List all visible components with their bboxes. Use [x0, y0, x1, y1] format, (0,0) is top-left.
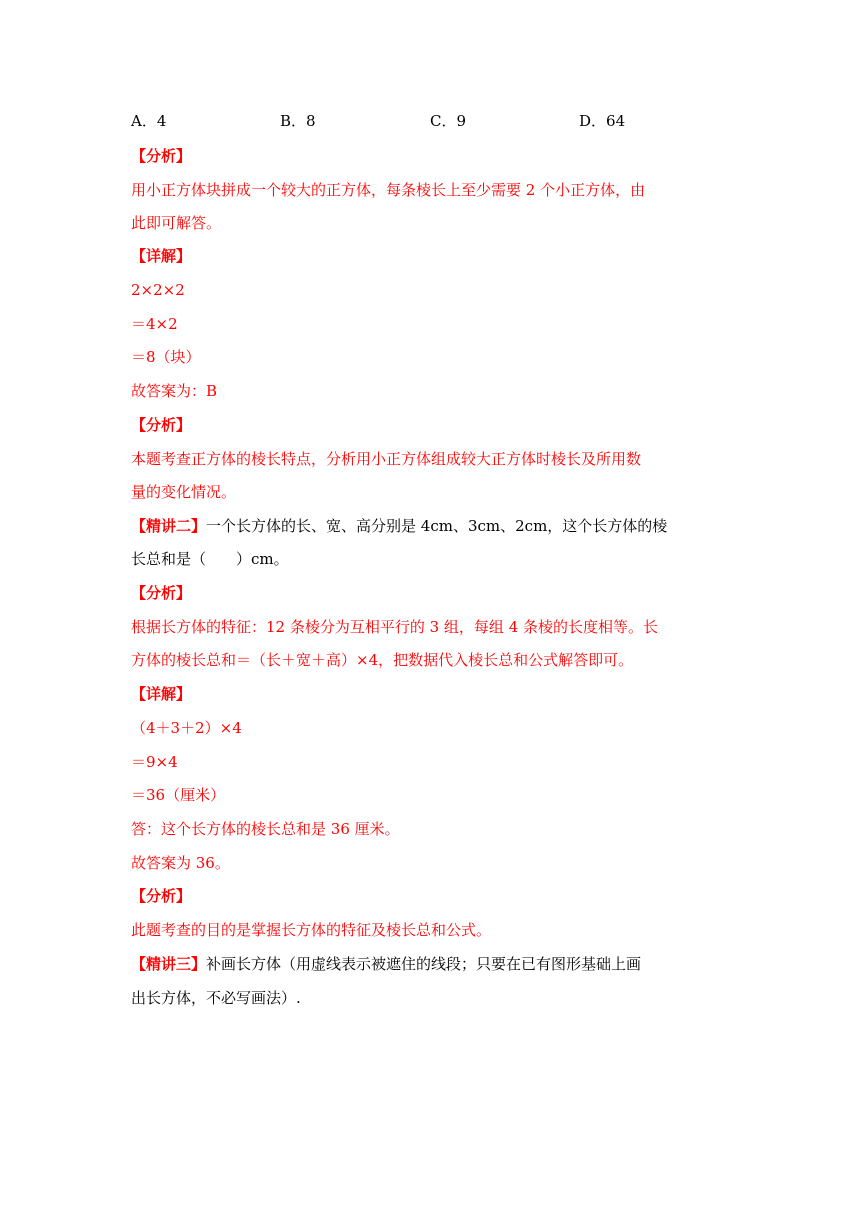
calc-line: ＝4×2 — [131, 315, 178, 333]
calc-line: ＝8（块） — [131, 348, 201, 366]
answer-line: 故答案为 36。 — [131, 854, 230, 872]
option-c: C．9 — [430, 112, 467, 130]
lecture-tag: 【精讲二】 — [131, 517, 207, 535]
analysis-tag: 【分析】 — [131, 147, 192, 165]
analysis-text-line: 本题考查正方体的棱长特点，分析用小正方体组成较大正方体时棱长及所用数 — [131, 450, 642, 468]
question-text: 补画长方体（用虚线表示被遮住的线段；只要在已有图形基础上画 — [206, 955, 642, 973]
calc-line: 2×2×2 — [131, 281, 185, 299]
analysis-tag: 【分析】 — [131, 887, 192, 905]
question-line — [131, 954, 641, 974]
calc-line: ＝9×4 — [131, 753, 178, 771]
option-d: D．64 — [579, 112, 626, 130]
question-text-line: 出长方体，不必写画法）. — [131, 989, 301, 1007]
analysis-tag: 【分析】 — [131, 416, 192, 434]
analysis-text-line: 量的变化情况。 — [131, 483, 237, 501]
question-line — [131, 516, 667, 536]
analysis-tag: 【分析】 — [131, 584, 192, 602]
lecture-tag: 【精讲三】 — [131, 955, 207, 973]
question-text: 一个长方体的长、宽、高分别是 4cm、3cm、2cm，这个长方体的棱 — [206, 517, 668, 535]
detail-tag: 【详解】 — [131, 247, 192, 265]
answer-line: 故答案为：B — [131, 382, 218, 400]
calc-line: （4＋3＋2）×4 — [131, 719, 242, 737]
reply-line: 答：这个长方体的棱长总和是 36 厘米。 — [131, 820, 400, 838]
question-text-line: 长总和是（ ）cm。 — [131, 550, 289, 568]
analysis-text-line: 方体的棱长总和＝（长＋宽＋高）×4，把数据代入棱长总和公式解答即可。 — [131, 651, 634, 669]
analysis-text-line: 此即可解答。 — [131, 214, 222, 232]
option-b: B．8 — [280, 112, 316, 130]
analysis-text-line: 用小正方体块拼成一个较大的正方体，每条棱长上至少需要 2 个小正方体，由 — [131, 181, 646, 199]
analysis-text-line: 此题考查的目的是掌握长方体的特征及棱长总和公式。 — [131, 921, 492, 939]
option-a: A．4 — [131, 112, 167, 130]
detail-tag: 【详解】 — [131, 685, 192, 703]
calc-line: ＝36（厘米） — [131, 786, 226, 804]
analysis-text-line: 根据长方体的特征：12 条棱分为互相平行的 3 组，每组 4 条棱的长度相等。长 — [131, 618, 659, 636]
